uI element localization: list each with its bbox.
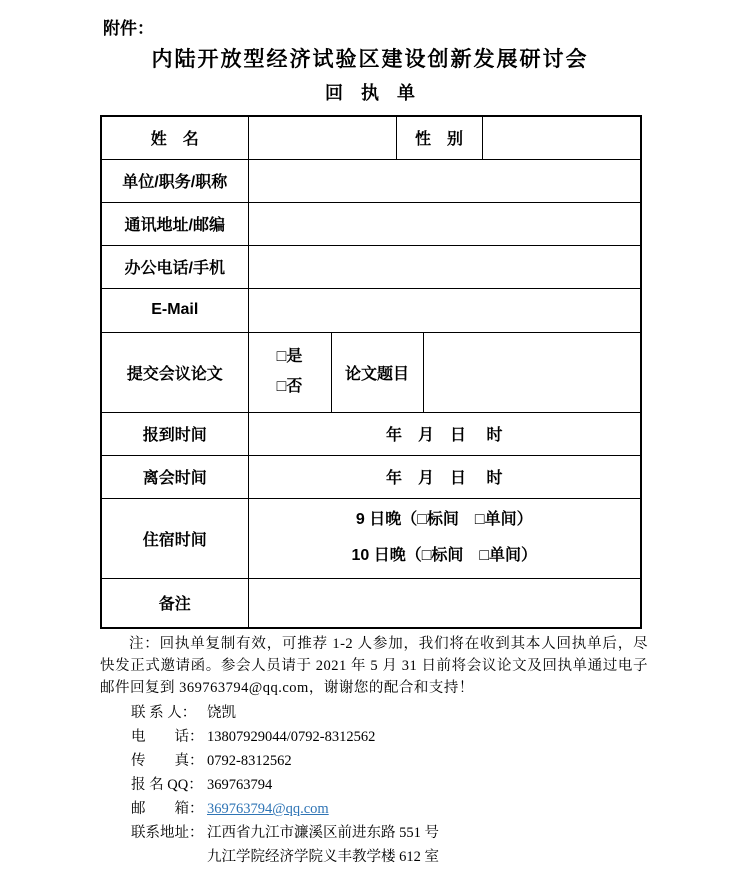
- phone-label-cell: 办公电话/手机: [101, 245, 248, 288]
- stay-option-night9: 9 日晚（□标间 □单间）: [355, 511, 533, 528]
- contact-mail-line: [131, 797, 439, 821]
- table-row: [101, 159, 641, 202]
- contact-address-label: 联系地址：: [131, 825, 204, 841]
- contact-address-line2: [131, 845, 439, 869]
- reply-form-table: [100, 115, 642, 629]
- contact-qq-line: [131, 773, 439, 797]
- contact-qq-label: 报 名 QQ：: [131, 777, 203, 793]
- table-row: [101, 455, 641, 498]
- contact-mail-link[interactable]: 369763794@qq.com: [207, 801, 329, 817]
- email-label-cell: E-Mail: [101, 288, 248, 332]
- address-input-cell: [248, 202, 641, 245]
- contact-address-line1: [131, 821, 439, 845]
- checkout-value-cell: 年 月 日 时: [248, 455, 641, 498]
- contact-qq-value: 369763794: [207, 777, 273, 793]
- contact-mail-label: 邮 箱：: [131, 801, 204, 817]
- gender-label-cell: 性 别: [396, 116, 482, 159]
- note-paragraph: 注：回执单复制有效，可推荐 1-2 人参加，我们将在收到其本人回执单后，尽快发正式邀请函。参会人员请于 2021 年 5 月 31 日前将会议论文及回执单通过电子邮件回复到 369763794@qq.com，谢谢您的配合和支持！: [100, 636, 648, 696]
- stay-options-cell: [248, 498, 641, 578]
- paper-title-input-cell: [423, 332, 641, 412]
- name-label-cell: 姓 名: [101, 116, 248, 159]
- table-row: [101, 245, 641, 288]
- table-row: [101, 578, 641, 628]
- paper-label-cell: 提交会议论文: [101, 332, 248, 412]
- document-subtitle: 回 执 单: [325, 83, 415, 103]
- name-input-cell: [248, 116, 396, 159]
- checkin-label-cell: 报到时间: [101, 412, 248, 455]
- contact-fax-value: 0792-8312562: [207, 753, 292, 769]
- stay-option-night10: 10 日晚（□标间 □单间）: [351, 547, 538, 564]
- document-title: 内陆开放型经济试验区建设创新发展研讨会: [151, 48, 589, 71]
- contact-person-label: 联 系 人：: [131, 705, 197, 721]
- contact-phone-value: 13807929044/0792-8312562: [207, 729, 376, 745]
- contact-person-value: 饶凯: [207, 705, 236, 721]
- stay-label-cell: 住宿时间: [101, 498, 248, 578]
- table-row: [101, 202, 641, 245]
- paper-checkbox-cell: [248, 332, 331, 412]
- gender-input-cell: [482, 116, 641, 159]
- paper-yes-checkbox: □是: [276, 348, 303, 365]
- checkout-label-cell: 离会时间: [101, 455, 248, 498]
- contact-fax-label: 传 真：: [131, 753, 204, 769]
- email-input-cell: [248, 288, 641, 332]
- attachment-label: 附件：: [103, 19, 154, 38]
- table-row: [101, 288, 641, 332]
- remark-label-cell: 备注: [101, 578, 248, 628]
- address-label-cell: 通讯地址/邮编: [101, 202, 248, 245]
- checkin-value-cell: 年 月 日 时: [248, 412, 641, 455]
- table-row: [101, 498, 641, 578]
- contact-phone-label: 电 话：: [131, 729, 204, 745]
- remark-input-cell: [248, 578, 641, 628]
- paper-title-label-cell: 论文题目: [331, 332, 423, 412]
- phone-input-cell: [248, 245, 641, 288]
- contact-phone-line: [131, 725, 439, 749]
- table-row: [101, 412, 641, 455]
- contact-info-block: [131, 701, 439, 869]
- contact-address-value2: 九江学院经济学院义丰教学楼 612 室: [207, 849, 439, 865]
- table-row: [101, 116, 641, 159]
- unit-input-cell: [248, 159, 641, 202]
- paper-no-checkbox: □否: [276, 378, 303, 395]
- unit-label-cell: 单位/职务/职称: [101, 159, 248, 202]
- contact-address-value1: 江西省九江市濂溪区前进东路 551 号: [207, 825, 439, 841]
- contact-person-line: [131, 701, 439, 725]
- contact-fax-line: [131, 749, 439, 773]
- table-row: [101, 332, 641, 412]
